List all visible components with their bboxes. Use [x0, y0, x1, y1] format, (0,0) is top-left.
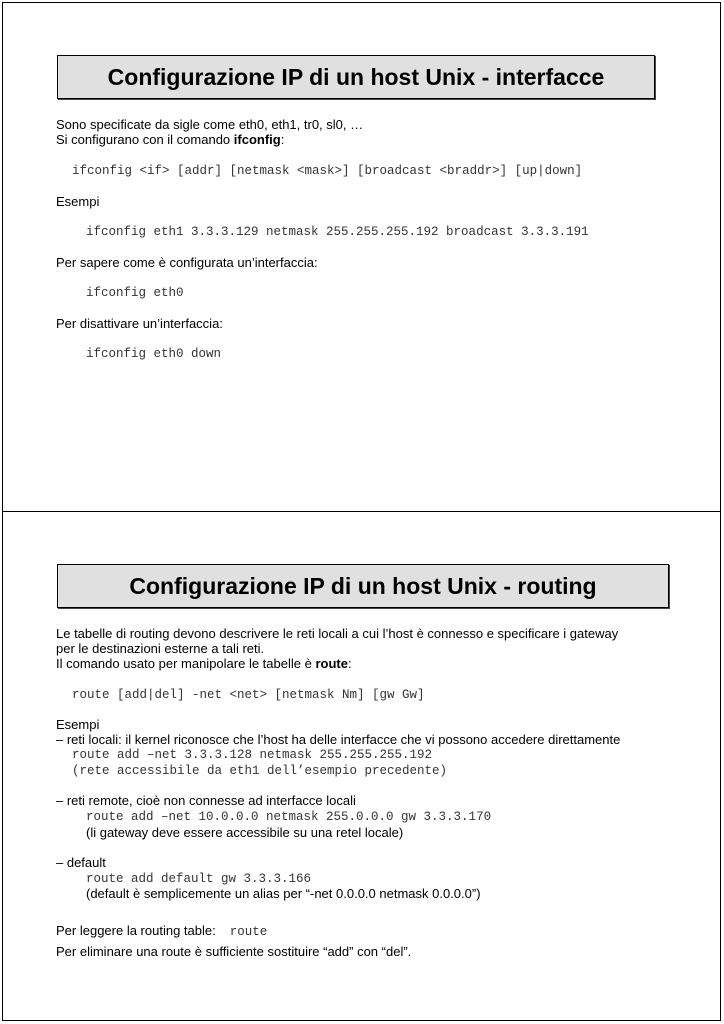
- slide-interfacce: [2, 2, 721, 512]
- read-table-command: route: [229, 925, 268, 939]
- slide-title-text: Configurazione IP di un host Unix - interfacce: [107, 63, 605, 90]
- slide-title: [57, 55, 655, 99]
- remote-networks-label: – reti remote, cioè non connesse ad interfacce locali: [56, 793, 356, 808]
- command-keyword: route: [315, 656, 348, 671]
- slide-routing: [2, 511, 721, 1021]
- intro-line: Sono specificate da sigle come eth0, eth1, tr0, sl0, …: [56, 117, 364, 132]
- syntax-line: ifconfig <if> [addr] [netmask <mask>] [broadcast <braddr>] [up|down]: [72, 164, 583, 178]
- command-keyword: ifconfig: [233, 132, 281, 147]
- local-networks-label: – reti locali: il kernel riconosce che l’host ha delle interfacce che vi possono accedere direttamente: [56, 732, 621, 747]
- show-command: ifconfig eth0: [86, 286, 184, 300]
- read-table-label: Per leggere la routing table:: [56, 923, 216, 938]
- examples-label: Esempi: [56, 717, 100, 732]
- intro-text: Il comando usato per manipolare le tabelle è: [56, 656, 316, 671]
- delete-route-line: Per eliminare una route è sufficiente sostituire “add” con “del”.: [56, 944, 412, 959]
- default-note: (default è semplicemente un alias per “-net 0.0.0.0 netmask 0.0.0.0”): [86, 886, 481, 901]
- default-label: – default: [56, 855, 106, 870]
- examples-label: Esempi: [56, 194, 100, 209]
- intro-text: :: [347, 656, 352, 671]
- disable-label: Per disattivare un’interfaccia:: [56, 316, 223, 331]
- show-label: Per sapere come è configurata un’interfaccia:: [56, 255, 318, 270]
- slide-title-text: Configurazione IP di un host Unix - routing: [129, 572, 597, 599]
- default-command: route add default gw 3.3.3.166: [86, 872, 312, 886]
- intro-text: Si configurano con il comando: [56, 132, 234, 147]
- local-command: route add –net 3.3.3.128 netmask 255.255.255.192: [72, 748, 433, 762]
- intro-line: per le destinazioni esterne a tali reti.: [56, 641, 265, 656]
- remote-note: (li gateway deve essere accessibile su una retel locale): [86, 825, 404, 840]
- local-note: (rete accessibile da eth1 dell’esempio precedente): [72, 764, 448, 778]
- disable-command: ifconfig eth0 down: [86, 347, 222, 361]
- intro-line: Le tabelle di routing devono descrivere le reti locali a cui l’host è connesso e specificare i gateway: [56, 626, 619, 641]
- slide-title: [57, 564, 669, 608]
- read-table-line: [56, 923, 267, 940]
- example-command: ifconfig eth1 3.3.3.129 netmask 255.255.255.192 broadcast 3.3.3.191: [86, 225, 589, 239]
- intro-line: [56, 656, 352, 672]
- intro-text: :: [280, 132, 285, 147]
- remote-command: route add –net 10.0.0.0 netmask 255.0.0.0 gw 3.3.3.170: [86, 810, 492, 824]
- syntax-line: route [add|del] -net <net> [netmask Nm] [gw Gw]: [72, 688, 425, 702]
- intro-line: [56, 132, 284, 148]
